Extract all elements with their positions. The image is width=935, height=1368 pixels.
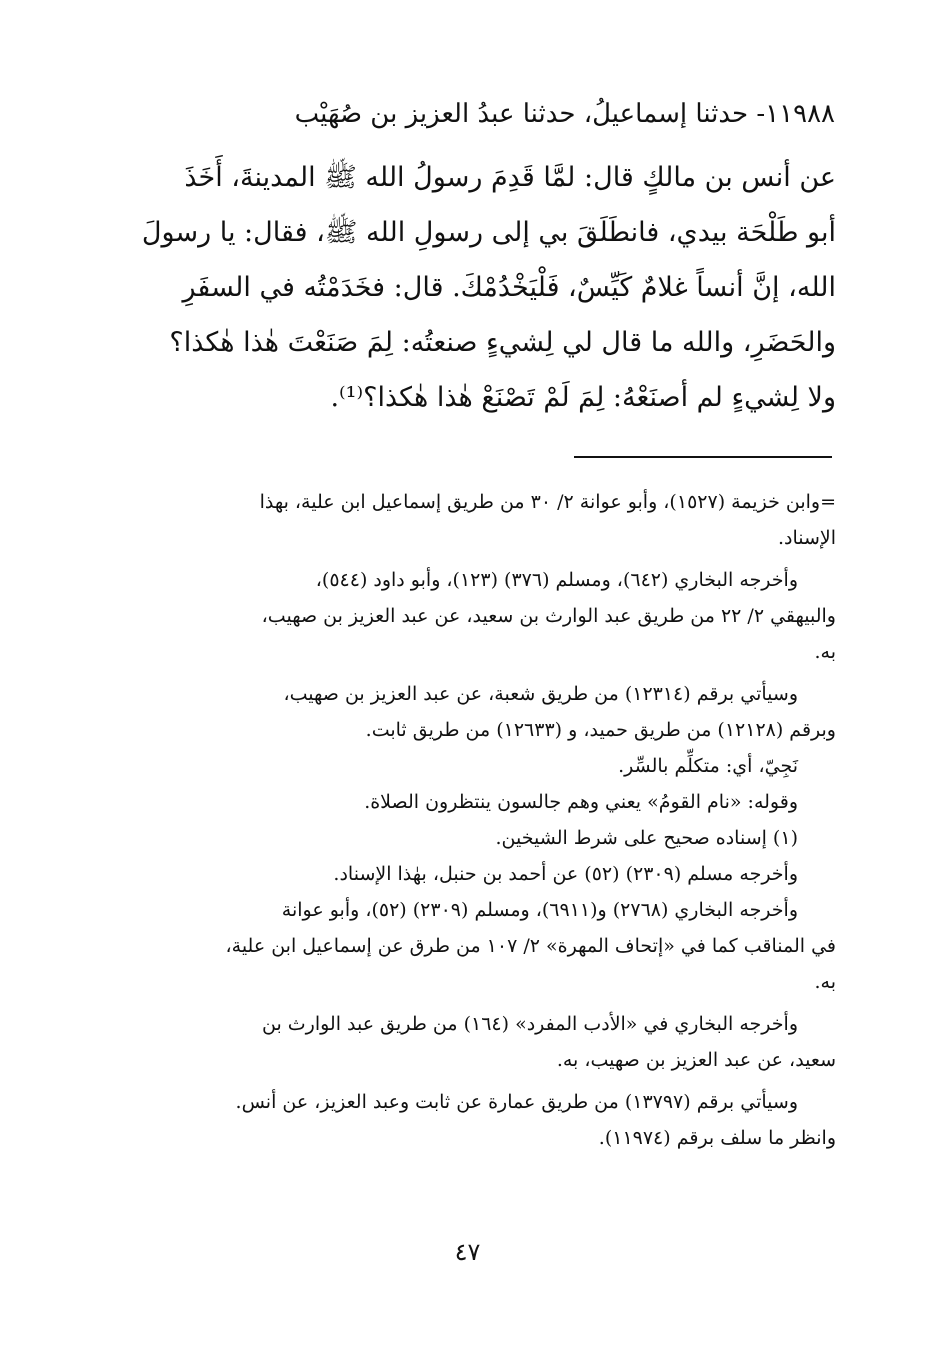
footnote-divider [574, 456, 832, 458]
footnote-line: (١) إسناده صحيح على شرط الشيخين. [495, 827, 798, 849]
footnote-line: وسيأتي برقم (١٣٧٩٧) من طريق عمارة عن ثابت وعبد العزيز، عن أنس. [235, 1091, 798, 1113]
footnote-line: وقوله: «نام القومُ» يعني وهم جالسون ينتظرون الصلاة. [364, 791, 798, 813]
footnote-line: وبرقم (١٢١٢٨) من طريق حميد، و (١٢٦٣٣) من طريق ثابت. [365, 719, 836, 741]
footnote-line: والبيهقي ٢/ ٢٢ من طريق عبد الوارث بن سعيد، عن عبد العزيز بن صهيب، [261, 605, 836, 627]
hadith-line: والحَضَرِ، والله ما قال لي لِشيءٍ صنعتُه: لِمَ صَنَعْتَ هٰذا هٰكذا؟ [169, 327, 836, 358]
footnote-line: وأخرجه البخاري (٢٧٦٨) و(٦٩١١)، ومسلم (٢٣٠٩) (٥٢)، وأبو عوانة [281, 899, 798, 921]
footnote-line: وأخرجه مسلم (٢٣٠٩) (٥٢) عن أحمد بن حنبل، بهٰذا الإسناد. [333, 863, 798, 885]
hadith-line: الله، إنَّ أنساً غلامٌ كَيِّسٌ، فَلْيَخْدُمْكَ. قال: فخَدَمْتُه في السفَرِ [182, 272, 836, 303]
footnote-line: نَجِيّ، أي: متكلِّم بالسِّر. [618, 755, 798, 777]
hadith-text [128, 150, 836, 425]
hadith-line: أبو طَلْحَة بيدي، فانطَلَقَ بي إلى رسولِ الله ﷺ، فقال: يا رسولَ [141, 217, 836, 248]
footnote-line: في المناقب كما في «إتحاف المهرة» ٢/ ١٠٧ من طرق عن إسماعيل ابن علية، [225, 935, 836, 957]
footnote-line: =وابن خزيمة (١٥٢٧)، وأبو عوانة ٢/ ٣٠ من طريق إسماعيل ابن علية، بهذا [259, 491, 836, 513]
footnote-line: الإسناد. [777, 527, 836, 549]
footnote-line: به. [814, 641, 836, 663]
footnotes [128, 484, 836, 1156]
hadith-line: ولا لِشيءٍ لم أصنَعْهُ: لِمَ لَمْ تَصْنَعْ هٰذا هٰكذا؟⁽¹⁾. [330, 382, 836, 413]
footnote-line: وأخرجه البخاري (٦٤٢)، ومسلم (٣٧٦) (١٢٣)، وأبو داود (٥٤٤)، [315, 569, 798, 591]
footnote-line: سعيد، عن عبد العزيز بن صهيب، به. [556, 1049, 836, 1071]
footnote-line: وسيأتي برقم (١٢٣١٤) من طريق شعبة، عن عبد العزيز بن صهيب، [283, 683, 798, 705]
hadith-header: ١١٩٨٨- حدثنا إسماعيلُ، حدثنا عبدُ العزيز بن صُهَيْب [294, 99, 835, 129]
footnote-line: به. [814, 971, 836, 993]
footnote-line: وأخرجه البخاري في «الأدب المفرد» (١٦٤) من طريق عبد الوارث بن [261, 1013, 798, 1035]
page-number: ٤٧ [454, 1238, 481, 1266]
hadith-line: عن أنس بن مالكٍ قال: لمَّا قَدِمَ رسولُ الله ﷺ المدينةَ، أَخَذَ [184, 162, 836, 193]
footnote-line: وانظر ما سلف برقم (١١٩٧٤). [598, 1127, 836, 1149]
